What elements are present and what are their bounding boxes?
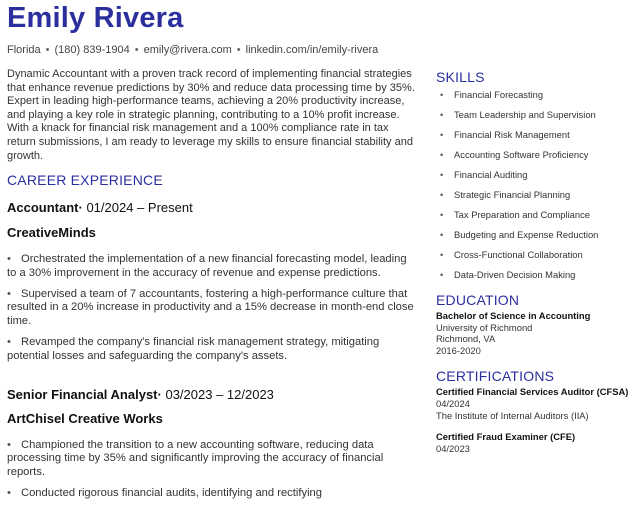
certification-entry — [436, 431, 636, 454]
job-dates: 01/2024 – Present — [86, 200, 193, 215]
bullet-text: Orchestrated the implementation of a new financial forecasting model, leading to a 30% improvement in the accuracy of revenue and expense predictions. — [7, 253, 407, 279]
sidebar — [436, 69, 636, 454]
experience-heading: CAREER EXPERIENCE — [7, 172, 163, 188]
bullet-text: Revamped the company's financial risk management strategy, mitigating potential losses and safeguarding the company's assets. — [7, 335, 380, 362]
skill-text: Financial Auditing — [454, 169, 528, 180]
bullet-dot-icon: • — [440, 89, 444, 100]
job-entry — [7, 200, 417, 364]
contact-line — [7, 44, 378, 56]
separator-dot: • — [45, 44, 50, 56]
certification-entry — [436, 386, 636, 421]
skill-text: Cross-Functional Collaboration — [454, 249, 583, 260]
phone-text: (180) 839-1904 — [54, 44, 130, 56]
bullet-dot-icon: • — [7, 438, 11, 451]
bullet-dot-icon: • — [440, 149, 444, 160]
skill-item — [436, 149, 636, 161]
bullet-dot-icon: • — [440, 169, 444, 180]
bullet-text: Supervised a team of 7 accountants, fostering a high-performance culture that resulted in a 20% increase in productivity and a 15% decrease in month-end close time. — [7, 287, 414, 328]
bullet-dot-icon: • — [7, 253, 11, 265]
skill-text: Budgeting and Expense Reduction — [454, 229, 599, 240]
certification-issuer: The Institute of Internal Auditors (IIA) — [436, 409, 589, 421]
bullet-dot-icon: • — [7, 287, 11, 300]
skill-item — [436, 209, 636, 221]
candidate-name: Emily Rivera — [7, 2, 184, 34]
skill-text: Team Leadership and Supervision — [454, 109, 596, 120]
bullet-dot-icon: • — [440, 129, 444, 140]
skill-item — [436, 89, 636, 101]
skill-item — [436, 109, 636, 121]
bullet-dot-icon: • — [440, 109, 444, 120]
bullet-dot-icon: • — [440, 269, 444, 280]
job-title: Senior Financial Analyst — [7, 386, 158, 402]
job-title-line: Senior Financial Analyst· 03/2023 – 12/2023 — [7, 386, 274, 402]
bullet-dot-icon: • — [7, 335, 11, 348]
email-link[interactable]: emily@rivera.com — [143, 44, 232, 56]
skills-list — [436, 89, 636, 281]
certification-name: Certified Fraud Examiner (CFE) — [436, 431, 576, 443]
education-entry — [436, 310, 636, 356]
location-text: Florida — [7, 44, 41, 56]
school-text: University of Richmond — [436, 321, 533, 333]
list-item — [7, 487, 417, 501]
bullet-dot-icon: • — [440, 229, 444, 240]
summary-paragraph: Dynamic Accountant with a proven track record of implementing financial strategies that enhance revenue predictions by 30% and reduce data processing time by 35%. Expert in leading high-performance teams, achieving a 20% productivity increase, and playing a key role in strategic planning, contributing to a 10% profit increase. With a knack for financial risk management and a 100% compliance rate in tax return submissions, I am ready to leverage my skills to ensure financial stability and growth. — [7, 68, 415, 162]
company-name: ArtChisel Creative Works — [7, 410, 163, 426]
bullet-text: Championed the transition to a new accounting software, reducing data processing time by 35% and significantly improving the accuracy of financial reports. — [7, 438, 384, 479]
job-title: Accountant — [7, 200, 79, 215]
bullet-dot-icon: • — [7, 486, 11, 499]
linkedin-link[interactable]: linkedin.com/in/emily-rivera — [245, 44, 379, 56]
skills-heading: SKILLS — [436, 69, 485, 85]
certification-date: 04/2023 — [436, 442, 470, 454]
school-location: Richmond, VA — [436, 333, 496, 345]
job-entry — [7, 387, 417, 501]
certifications-heading: CERTIFICATIONS — [436, 368, 555, 385]
certification-name: Certified Financial Services Auditor (CFSA) — [436, 386, 629, 398]
education-heading: EDUCATION — [436, 292, 520, 308]
list-item — [7, 253, 417, 281]
bullet-dot-icon: • — [440, 209, 444, 220]
skill-text: Tax Preparation and Compliance — [454, 209, 591, 220]
certification-date: 04/2024 — [436, 397, 470, 409]
list-item — [7, 288, 417, 329]
job-bullets — [7, 439, 417, 501]
list-item — [7, 439, 417, 480]
bullet-text: Conducted rigorous financial audits, identifying and rectifying — [21, 486, 322, 499]
separator-dot: • — [236, 44, 241, 56]
skill-text: Data-Driven Decision Making — [454, 269, 576, 280]
skill-item — [436, 189, 636, 201]
skill-text: Financial Risk Management — [454, 129, 570, 140]
degree-text: Bachelor of Science in Accounting — [436, 310, 591, 321]
skill-text: Strategic Financial Planning — [454, 189, 571, 200]
job-bullets — [7, 253, 417, 364]
job-title-line: Accountant· 01/2024 – Present — [7, 200, 193, 215]
skill-item — [436, 169, 636, 181]
list-item — [7, 336, 417, 364]
job-dates: 03/2023 – 12/2023 — [165, 386, 274, 402]
bullet-dot-icon: • — [440, 249, 444, 260]
skill-item — [436, 249, 636, 261]
bullet-dot-icon: • — [440, 189, 444, 200]
education-years: 2016-2020 — [436, 344, 481, 356]
skill-item — [436, 129, 636, 141]
skill-item — [436, 269, 636, 281]
separator-dot: • — [134, 44, 139, 56]
experience-section — [7, 172, 417, 501]
skill-text: Financial Forecasting — [454, 89, 544, 100]
skill-text: Accounting Software Proficiency — [454, 149, 589, 160]
company-name: CreativeMinds — [7, 225, 96, 240]
skill-item — [436, 229, 636, 241]
